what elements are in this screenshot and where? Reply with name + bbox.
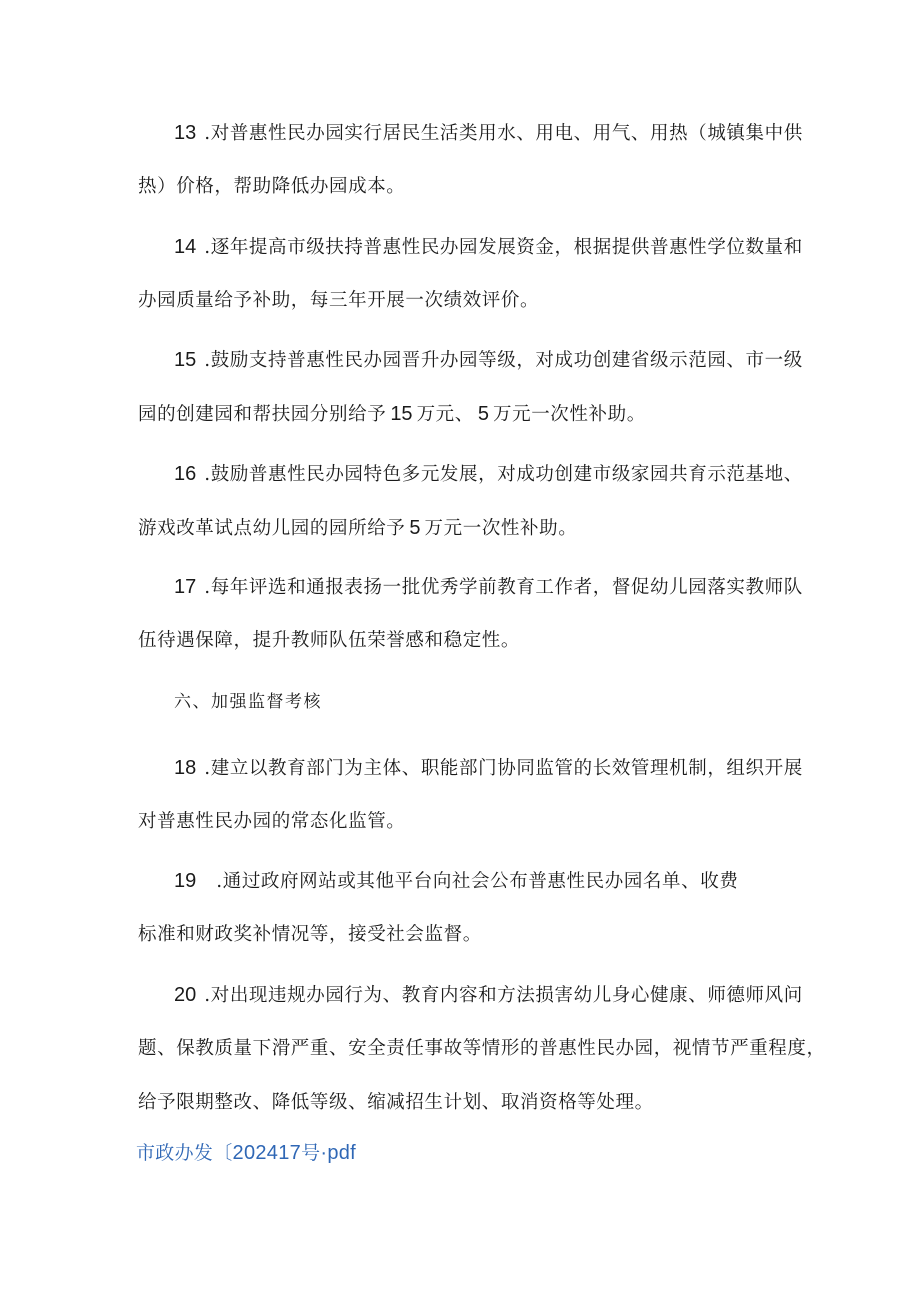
clause-20-line-1: [138, 980, 803, 1010]
attachment-prefix: 市政办发〔: [136, 1142, 233, 1164]
attachment-link[interactable]: [136, 1137, 356, 1169]
amount-value: 15: [390, 403, 413, 425]
clause-text: .逐年提高市级扶持普惠性民办园发展资金，根据提供普惠性学位数量和: [204, 237, 803, 258]
clause-text: .鼓励普惠性民办园特色多元发展，对成功创建市级家园共育示范基地、: [204, 464, 803, 485]
clause-13-line-2: 热）价格，帮助降低办园成本。: [138, 176, 406, 197]
clause-18: [138, 753, 803, 837]
clause-13-line-1: [138, 118, 803, 148]
clause-text: .对普惠性民办园实行居民生活类用水、用电、用气、用热（城镇集中供: [204, 123, 803, 144]
clause-20-line-3: 给予限期整改、降低等级、缩减招生计划、取消资格等处理。: [138, 1092, 654, 1113]
clause-text: 游戏改革试点幼儿园的园所给予: [138, 518, 406, 539]
clause-16-line-1: [138, 459, 803, 489]
clause-20-line-2: 题、保教质量下滑严重、安全责任事故等情形的普惠性民办园，视情节严重程度，: [138, 1038, 826, 1059]
clause-14: [138, 232, 803, 316]
clause-number: 15: [174, 349, 197, 371]
clause-19-line-1: [138, 866, 798, 896]
clause-17-line-1: [138, 572, 803, 602]
clause-number: 18: [174, 757, 197, 779]
clause-text: 万元一次性补助。: [493, 404, 646, 425]
clause-text: 园的创建园和帮扶园分别给予: [138, 404, 387, 425]
section-heading: 六、加强监督考核: [174, 692, 322, 712]
clause-number: 16: [174, 463, 197, 485]
amount-value: 5: [477, 403, 489, 425]
clause-text: 万元一次性补助。: [424, 518, 578, 539]
clause-16: [138, 459, 803, 543]
attachment-ext: ·pdf: [320, 1142, 357, 1164]
clause-19: [138, 866, 798, 950]
attachment-code: 202417: [232, 1142, 302, 1164]
clause-13: [138, 118, 803, 202]
clause-15: [138, 345, 803, 429]
clause-text: 万元、: [416, 404, 474, 425]
clause-17-line-2: 伍待遇保障，提升教师队伍荣誉感和稳定性。: [138, 630, 521, 651]
clause-18-line-2: 对普惠性民办园的常态化监管。: [138, 811, 406, 832]
clause-20: [138, 980, 826, 1118]
clause-14-line-2: 办园质量给予补助，每三年开展一次绩效评价。: [138, 290, 540, 311]
clause-text: .每年评选和通报表扬一批优秀学前教育工作者，督促幼儿园落实教师队: [204, 577, 803, 598]
clause-16-line-2: [138, 513, 798, 543]
amount-value: 5: [409, 517, 421, 539]
clause-number: 14: [174, 236, 197, 258]
clause-14-line-1: [138, 232, 803, 262]
attachment-suffix: 号: [301, 1142, 321, 1164]
clause-17: [138, 572, 803, 656]
clause-19-line-2: 标准和财政奖补情况等，接受社会监督。: [138, 924, 482, 945]
clause-number: 19: [174, 870, 197, 892]
clause-text: .建立以教育部门为主体、职能部门协同监管的长效管理机制，组织开展: [204, 758, 803, 779]
clause-number: 17: [174, 576, 197, 598]
clause-15-line-2: [138, 399, 798, 429]
clause-number: 13: [174, 122, 197, 144]
clause-text: .鼓励支持普惠性民办园晋升办园等级，对成功创建省级示范园、市一级: [204, 350, 803, 371]
clause-text: .通过政府网站或其他平台向社会公布普惠性民办园名单、收费: [216, 871, 739, 892]
clause-text: .对出现违规办园行为、教育内容和方法损害幼儿身心健康、师德师风问: [204, 985, 803, 1006]
clause-18-line-1: [138, 753, 803, 783]
clause-number: 20: [174, 984, 197, 1006]
clause-15-line-1: [138, 345, 803, 375]
